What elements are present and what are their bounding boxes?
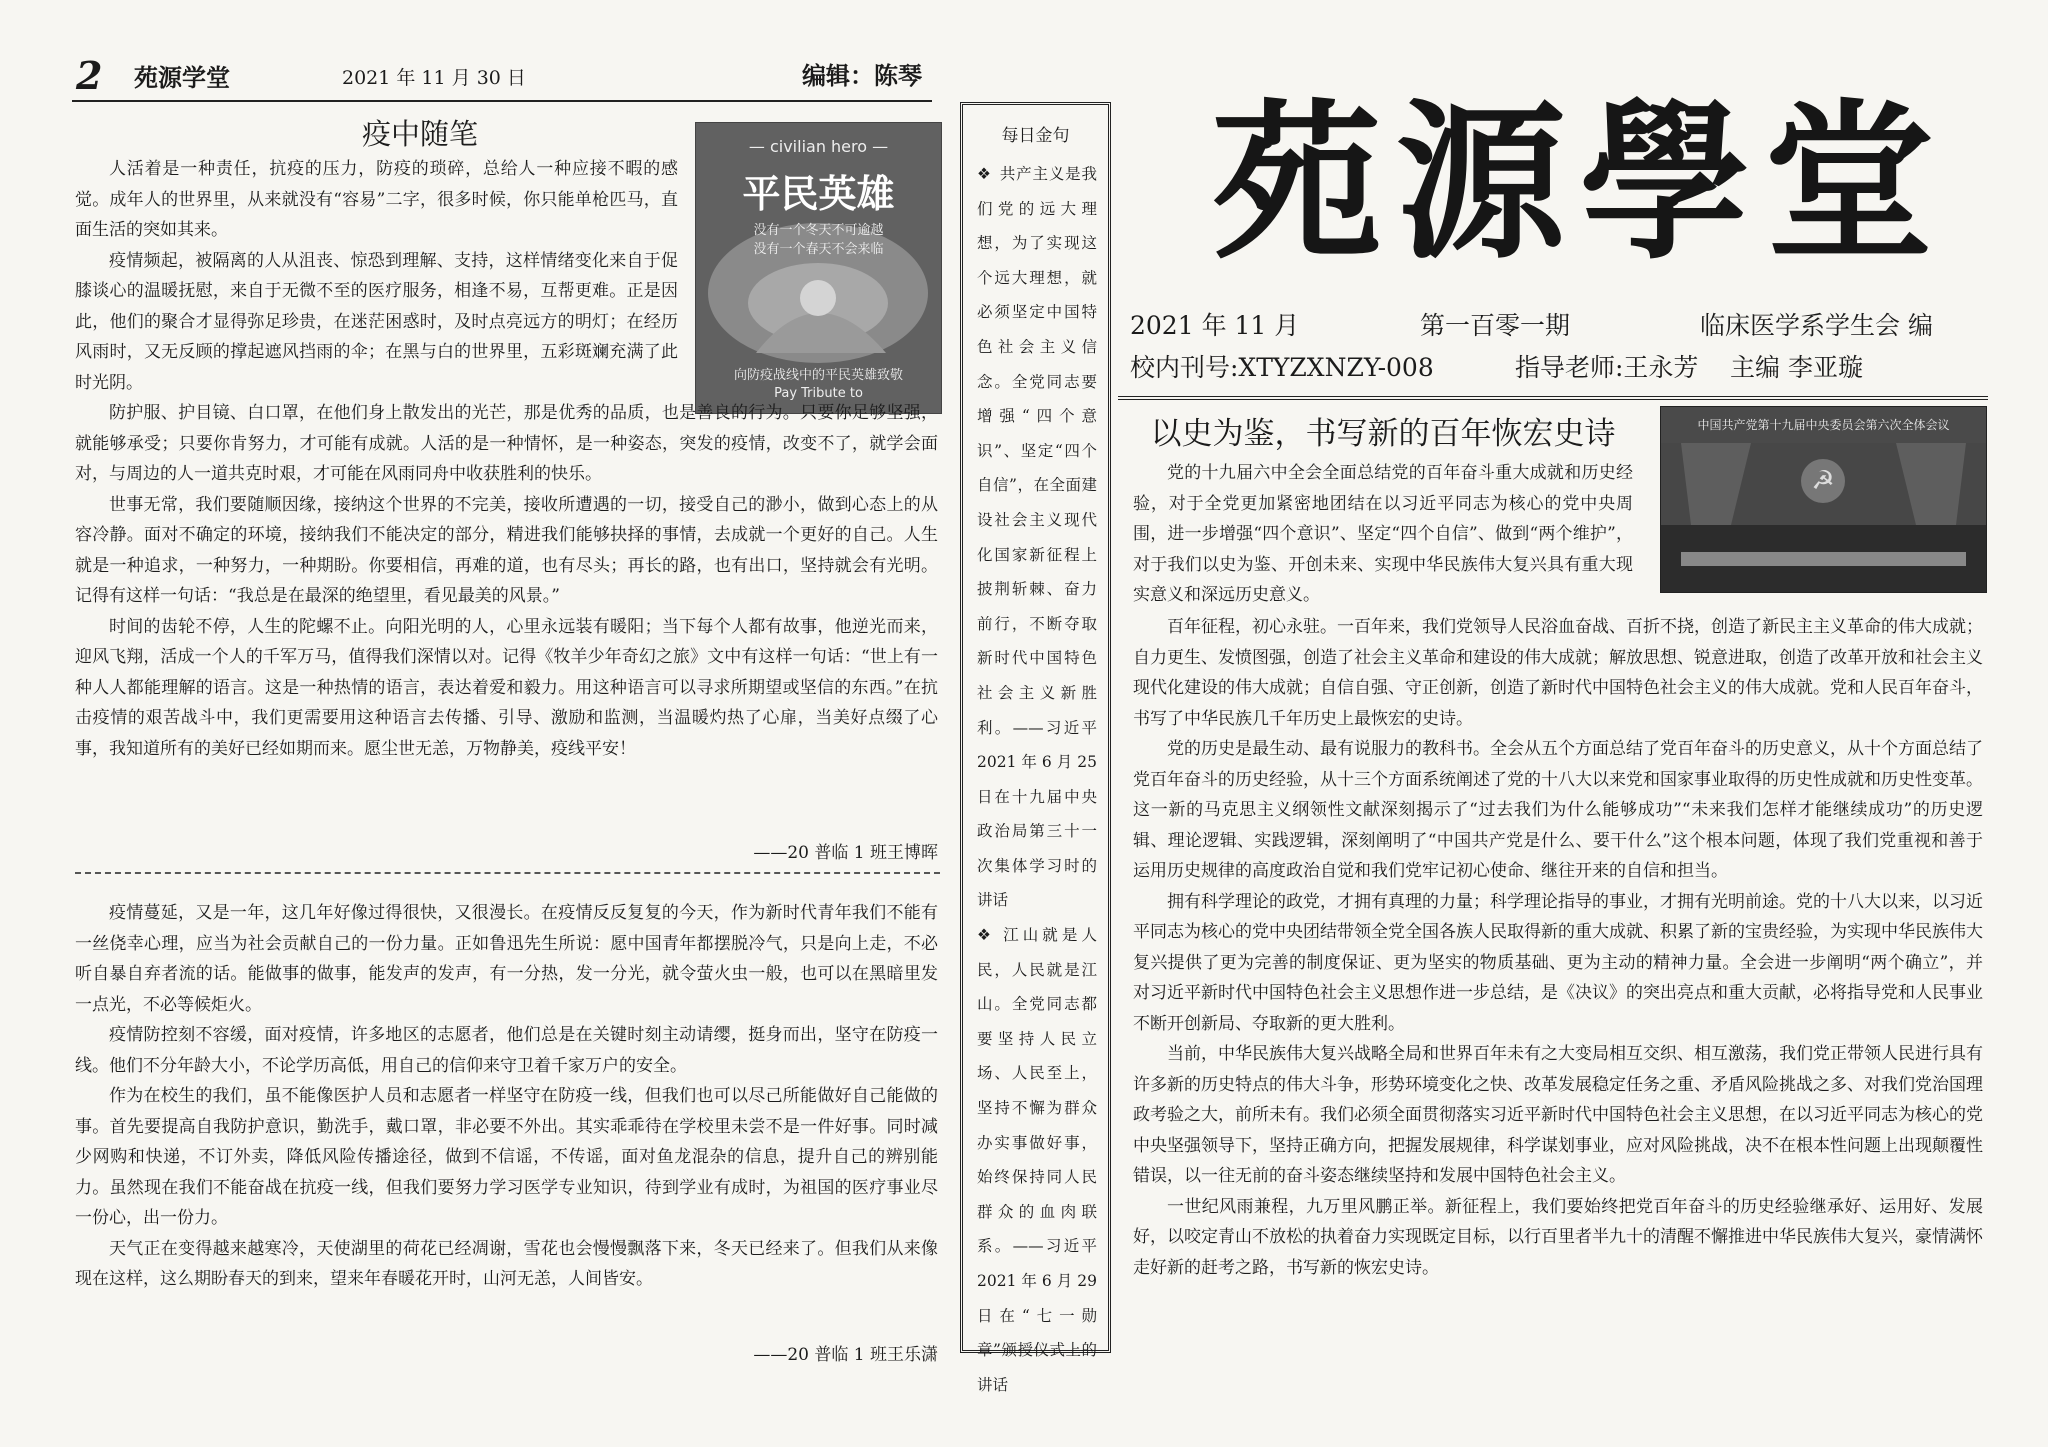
photo-banner: 中国共产党第十九届中央委员会第六次全体会议 bbox=[1661, 407, 1986, 443]
article-title: 以史为鉴，书写新的百年恢宏史诗 bbox=[1150, 416, 1616, 452]
bullet-icon: ❖ bbox=[977, 926, 991, 945]
masthead-title: 苑源學堂 bbox=[1211, 83, 1948, 283]
quote-text bbox=[977, 157, 1097, 1402]
chief-editor: 主编 李亚璇 bbox=[1730, 353, 1863, 382]
essay1-body-top bbox=[75, 154, 678, 398]
quote-box-title: 每日金句 bbox=[1001, 126, 1070, 146]
paragraph: 当前，中华民族伟大复兴战略全局和世界百年未有之大变局相互交织、相互激荡，我们党正带领人民进行具有许多新的历史特点的伟大斗争，形势环境变化之快、改革发展稳定任务之重、矛盾风险挑战之多、对我们党治国理政考验之大，前所未有。我们必须全面贯彻落实习近平新时代中国特色社会主义思想，在以习近平同志为核心的党中央坚强领导下，坚持正确方向，把握发展规律，科学谋划事业，应对风险挑战，决不在根本性问题上出现颠覆性错误，以一往无前的奋斗姿态继续坚持和发展中国特色社会主义。 bbox=[1133, 1044, 1983, 1186]
paragraph: 拥有科学理论的政党，才拥有真理的力量；科学理论指导的事业，才拥有光明前途。党的十八大以来，以习近平同志为核心的党中央团结带领全党全国各族人民取得新的重大成就、积累了新的宝贵经验，为实现中华民族伟大复兴提供了更为完善的制度保证、更为坚实的物质基础、更为主动的精神力量。全会进一步阐明“两个确立”，并对习近平新时代中国特色社会主义思想作进一步总结，是《决议》的突出亮点和重大贡献，必将指导党和人民事业不断开创新局、夺取新的更大胜利。 bbox=[1133, 891, 1983, 1034]
poster-line-2: 没有一个春天不会来临 bbox=[753, 242, 884, 257]
paragraph: 党的十九届六中全会全面总结党的百年奋斗重大成就和历史经验，对于全党更加紧密地团结在以习近平同志为核心的党中央周围，进一步增强“四个意识”、坚定“四个自信”、做到“两个维护”，对于我们以史为鉴、开创未来、实现中华民族伟大复兴具有重大现实意义和深远历史意义。 bbox=[1133, 463, 1633, 605]
quote-2: 江山就是人民，人民就是江山。全党同志都要坚持人民立场、人民至上，坚持不懈为群众办实事做好事，始终保持同人民群众的血肉联系。——习近平 2021 年 6 月 29 日在“七一勋章”颁授仪式上的讲话 bbox=[977, 926, 1097, 1394]
publisher: 临床医学系学生会 编 bbox=[1700, 311, 1933, 340]
essay2-body bbox=[75, 898, 938, 1295]
issue-month: 2021 年 11 月 bbox=[1130, 311, 1300, 340]
poster-top-text: — civilian hero — bbox=[748, 137, 889, 156]
paragraph: 防护服、护目镜、白口罩，在他们身上散发出的光芒，那是优秀的品质，也是善良的行为。只要你足够坚强，就能够承受；只要你肯努力，才可能有成就。人活的是一种情怀，是一种姿态，突发的疫情，改变不了，就学会面对，与周边的人一道共克时艰，才可能在风雨同舟中收获胜利的快乐。 bbox=[75, 403, 938, 484]
journal-number: 校内刊号:XTYZXNZY-008 bbox=[1130, 353, 1434, 382]
paragraph: 人活着是一种责任，抗疫的压力，防疫的琐碎，总给人一种应接不暇的感觉。成年人的世界里，从来就没有“容易”二字，很多时候，你只能单枪匹马，直面生活的突如其来。 bbox=[75, 159, 678, 240]
publication-date: 2021 年 11 月 30 日 bbox=[342, 67, 526, 89]
quote-1: 共产主义是我们党的远大理想，为了实现这个远大理想，就必须坚定中国特色社会主义信念。全党同志要增强“四个意识”、坚定“四个自信”，在全面建设社会主义现代化国家新征程上披荆斩棘、奋力前行，不断夺取新时代中国特色社会主义新胜利。——习近平 2021 年 6 月 25 日在十九届中央政治局第三十一次集体学习时的讲话 bbox=[977, 165, 1097, 910]
paragraph: 疫情频起，被隔离的人从沮丧、惊恐到理解、支持，这样情绪变化来自于促膝谈心的温暖抚慰，来自于无微不至的医疗服务，相逢不易，互帮更难。正是因此，他们的聚合才显得弥足珍贵，在迷茫困惑时，及时点亮远方的明灯；在经历风雨时，又无反顾的撑起遮风挡雨的伞；在黑与白的世界里，五彩斑斓充满了此时光阴。 bbox=[75, 250, 678, 393]
section-divider bbox=[75, 872, 940, 874]
paragraph: 百年征程，初心永驻。一百年来，我们党领导人民浴血奋战、百折不挠，创造了新民主主义革命的伟大成就；自力更生、发愤图强，创造了社会主义革命和建设的伟大成就；解放思想、锐意进取，创造了改革开放和社会主义现代化建设的伟大成就；自信自强、守正创新，创造了新时代中国特色社会主义的伟大成就。党和人民百年奋斗，书写了中华民族几千年历史上最恢宏的史诗。 bbox=[1133, 617, 1983, 729]
advisor: 指导老师:王永芳 bbox=[1515, 353, 1699, 382]
essay2-byline: ——20 普临 1 班王乐潇 bbox=[753, 1345, 938, 1365]
article-body-wide bbox=[1133, 612, 1983, 1283]
issue-number: 第一百零一期 bbox=[1420, 311, 1571, 340]
article-body-narrow bbox=[1133, 458, 1633, 611]
poster-subtitle bbox=[736, 221, 901, 259]
masthead bbox=[1190, 78, 1970, 288]
editor-credit: 编辑：陈琴 bbox=[802, 61, 922, 90]
essay1-body-bottom bbox=[75, 398, 938, 764]
paragraph: 党的历史是最生动、最有说服力的教科书。全会从五个方面总结了党百年奋斗的历史意义，从十个方面总结了党百年奋斗的历史经验，从十三个方面系统阐述了党的十八大以来党和国家事业取得的历史性成就和历史性变革。这一新的马克思主义纲领性文献深刻揭示了“过去我们为什么能够成功”“未来我们怎样才能继续成功”的历史逻辑、理论逻辑、实践逻辑，深刻阐明了“中国共产党是什么、要干什么”这个根本问题，体现了我们党重视和善于运用历史规律的高度政治自觉和我们党牢记初心使命、继往开来的自信和担当。 bbox=[1133, 739, 1983, 881]
civilian-hero-poster bbox=[695, 122, 942, 414]
poster-title: 平民英雄 bbox=[742, 172, 895, 216]
paragraph: 疫情蔓延，又是一年，这几年好像过得很快，又很漫长。在疫情反反复复的今天，作为新时代青年我们不能有一丝侥幸心理，应当为社会贡献自己的一份力量。正如鲁迅先生所说：愿中国青年都摆脱冷气，只是向上走，不必听自暴自弃者流的话。能做事的做事，能发声的发声，有一分热，发一分光，就令萤火虫一般，也可以在黑暗里发一点光，不必等候炬火。 bbox=[75, 903, 938, 1015]
bullet-icon: ❖ bbox=[977, 165, 991, 183]
daily-quote-box bbox=[960, 102, 1111, 1394]
page-number: 2 bbox=[76, 53, 103, 98]
essay1-byline: ——20 普临 1 班王博晖 bbox=[753, 843, 938, 863]
paragraph: 时间的齿轮不停，人生的陀螺不止。向阳光明的人，心里永远装有暖阳；当下每个人都有故事，他逆光而来，迎风飞翔，活成一个人的千军万马，值得我们深情以对。记得《牧羊少年奇幻之旅》文中有这样一句话：“世上有一种人人都能理解的语言。这是一种热情的语言，表达着爱和毅力。用这种语言可以寻求所期望或坚信的东西。”在抗击疫情的艰苦战斗中，我们更需要用这种语言去传播、引导、激励和监测，当温暖灼热了心扉，当美好点缀了心事，我知道所有的美好已经如期而来。愿尘世无恙，万物静美，疫线平安！ bbox=[75, 616, 938, 759]
paragraph: 疫情防控刻不容缓，面对疫情，许多地区的志愿者，他们总是在关键时刻主动请缨，挺身而出，坚守在防疫一线。他们不分年龄大小，不论学历高低，用自己的信仰来守卫着千家万户的安全。 bbox=[75, 1025, 938, 1076]
paragraph: 天气正在变得越来越寒冷，天使湖里的荷花已经凋谢，雪花也会慢慢飘落下来，冬天已经来了。但我们从来像现在这样，这么期盼春天的到来，望来年春暖花开时，山河无恙，人间皆安。 bbox=[75, 1238, 938, 1289]
paragraph: 一世纪风雨兼程，九万里风鹏正举。新征程上，我们要始终把党百年奋斗的历史经验继承好、运用好、发展好，以咬定青山不放松的执着奋力实现既定目标，以行百里者半九十的清醒不懈推进中华民族伟大复兴，豪情满怀走好新的赶考之路，书写新的恢宏史诗。 bbox=[1133, 1196, 1983, 1278]
party-emblem-icon: ☭ bbox=[1801, 459, 1845, 503]
photo-table bbox=[1681, 552, 1966, 566]
essay1-title: 疫中随笔 bbox=[361, 117, 478, 151]
poster-line-1: 没有一个冬天不可逾越 bbox=[753, 223, 884, 238]
publication-name: 苑源学堂 bbox=[134, 63, 230, 92]
plenary-session-photo bbox=[1660, 406, 1987, 593]
page-header bbox=[72, 53, 932, 102]
paragraph: 作为在校生的我们，虽不能像医护人员和志愿者一样坚守在防疫一线，但我们也可以尽己所能做好自己能做的事。首先要提高自我防护意识，勤洗手，戴口罩，非必要不外出。其实乖乖待在学校里未尝不是一件好事。同时减少网购和快递，不订外卖，降低风险传播途径，做到不信谣，不传谣，面对鱼龙混杂的信息，提升自己的辨别能力。虽然现在我们不能奋战在抗疫一线，但我们要努力学习医学专业知识，待到学业有成时，为祖国的医疗事业尽一份心，出一份力。 bbox=[75, 1086, 938, 1228]
poster-tribute-en: Pay Tribute to bbox=[774, 386, 863, 401]
paragraph: 世事无常，我们要随顺因缘，接纳这个世界的不完美，接收所遭遇的一切，接受自己的渺小，做到心态上的从容冷静。面对不确定的环境，接纳我们不能决定的部分，精进我们能够抉择的事情，去成就一个更好的自己。人生就是一种追求，一种努力，一种期盼。你要相信，再难的道，也有尽头；再长的路，也有出口，坚持就会有光明。记得有这样一句话：“我总是在最深的绝望里，看见最美的风景。” bbox=[75, 494, 938, 606]
masthead-divider bbox=[1118, 396, 1988, 400]
poster-tribute-cn: 向防疫战线中的平民英雄致敬 bbox=[733, 368, 903, 383]
